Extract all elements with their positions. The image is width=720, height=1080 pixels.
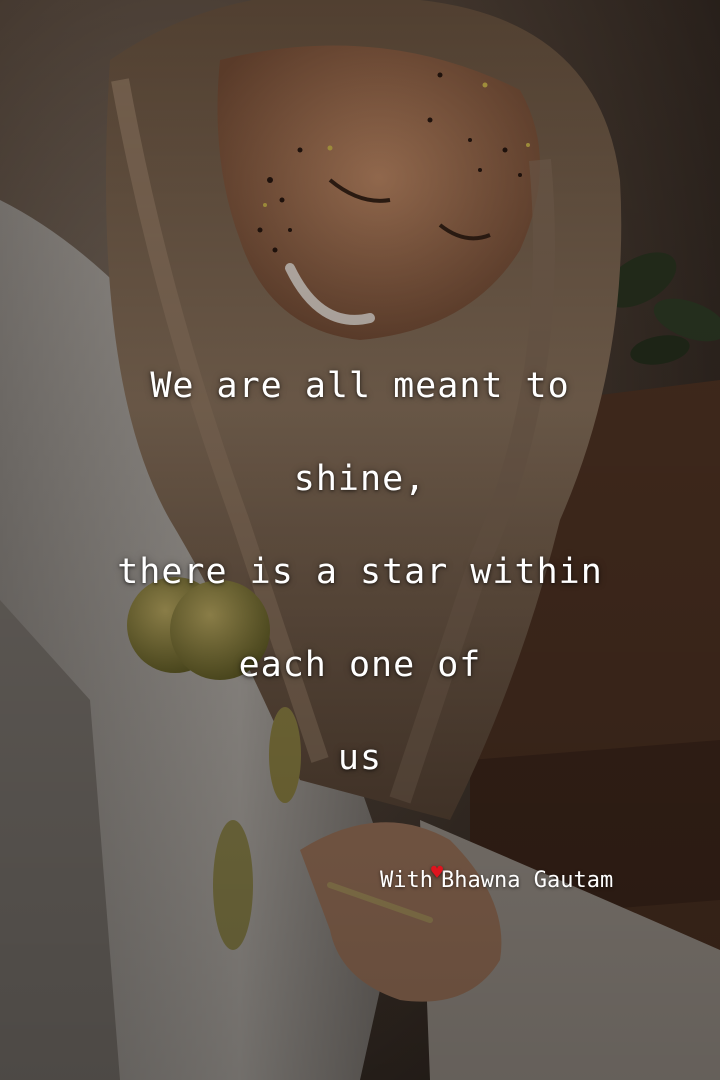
signature-name: Bhawna Gautam [441,868,614,893]
quote-line-1: We are all meant to [150,366,570,406]
signature [380,860,614,893]
signature-prefix: With [380,868,433,893]
quote-line-5: us [337,738,383,778]
quote-line-2: shine, [293,459,427,499]
quote-line-4: each one of [238,645,482,685]
quote-text [40,340,680,805]
heart-icon: ♥ [430,860,444,884]
quote-line-3: there is a star within [117,552,603,592]
